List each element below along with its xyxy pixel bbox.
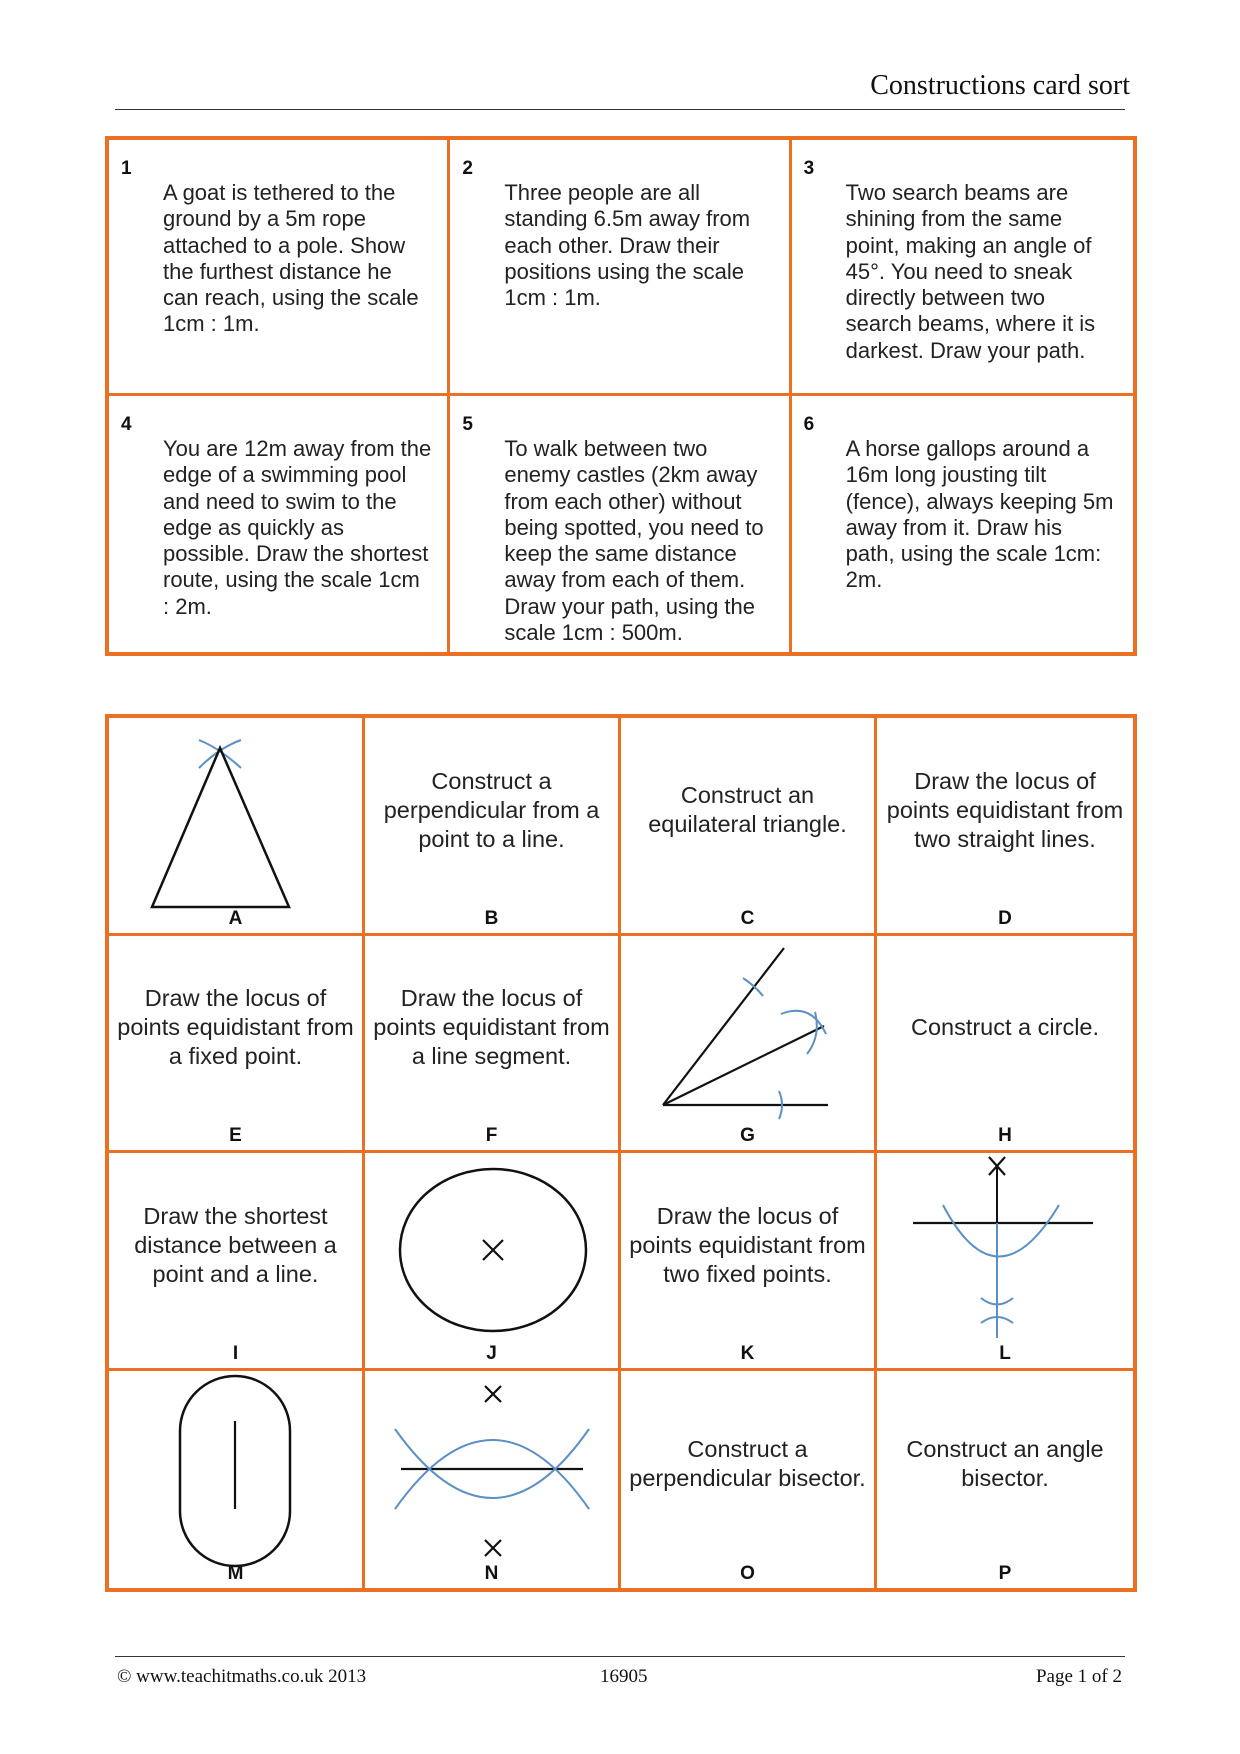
card-text: Construct a perpendicular bisector. [629,1436,866,1492]
circle-diagram [365,1153,621,1368]
bisector-line [663,1026,824,1105]
page-title: Constructions card sort [870,70,1130,101]
card-label: P [998,1563,1012,1584]
card-e[interactable] [109,936,365,1154]
card-n[interactable] [365,1371,621,1589]
card-label: E [229,1125,242,1146]
card-text: Construct a circle. [910,1014,1100,1041]
card-label: G [740,1125,755,1146]
problem-text: Three people are all standing 6.5m away from each other. Draw their positions using the scale 1cm : 1m. [504,180,751,311]
construction-cards-grid [105,714,1137,1592]
construction-arcs [199,740,241,768]
perpendicular-from-point-diagram [877,1153,1133,1368]
footer-rule [115,1656,1125,1657]
card-b[interactable] [365,718,621,936]
problem-number: 5 [462,414,473,435]
card-label: H [998,1125,1012,1146]
problem-number: 2 [462,158,473,179]
centre-cross [483,1240,503,1260]
problem-number: 1 [121,158,132,179]
problem-text: A goat is tethered to the ground by a 5m rope attached to a pole. Show the furthest distance he can reach, using the scale 1cm : 1m. [163,180,419,337]
card-text: Draw the shortest distance between a point and a line. [134,1202,337,1287]
card-d[interactable] [877,718,1133,936]
card-label: K [740,1342,755,1364]
card-text: Construct an equilateral triangle. [648,782,847,838]
footer-code: 16905 [600,1666,648,1687]
card-g[interactable] [621,936,877,1154]
triangle-shape [152,748,289,907]
card-label: N [484,1563,499,1584]
card-a[interactable] [109,718,365,936]
problem-card-6[interactable] [792,396,1133,652]
card-text: Construct a perpendicular from a point to a line. [383,767,600,852]
footer-page-number: Page 1 of 2 [1035,1666,1122,1687]
problem-number: 6 [803,414,815,435]
problem-text: A horse gallops around a 16m long jousting tilt (fence), always keeping 5m away from it. Draw his path, using the scale 1cm: 2m. [845,436,1114,593]
problem-number: 3 [803,158,815,179]
card-c[interactable] [621,718,877,936]
card-label: O [740,1563,755,1584]
card-j[interactable] [365,1153,621,1371]
card-label: J [486,1342,497,1364]
card-text: Draw the locus of points equidistant from two fixed points. [629,1202,866,1287]
stadium-locus-diagram [109,1371,365,1586]
card-label: C [740,907,755,929]
card-p[interactable] [877,1371,1133,1589]
problem-text: To walk between two enemy castles (2km away from each other) without being spotted, you need to keep the same distance away from each of them. Draw your path, using the scale 1cm : 500m. [504,436,764,646]
problem-card-5[interactable] [450,396,791,652]
problem-number: 4 [121,414,132,435]
card-i[interactable] [109,1153,365,1371]
problem-text: You are 12m away from the edge of a swimming pool and need to swim to the edge as quickly as possible. Draw the shortest route, using the scale 1cm : 2m. [163,436,432,619]
card-label: D [998,907,1012,929]
card-label: M [227,1563,244,1584]
problem-card-2[interactable] [450,140,791,396]
problem-card-1[interactable] [109,140,450,396]
card-label: I [232,1342,239,1364]
card-text: Draw the locus of points equidistant from a line segment. [373,985,610,1070]
card-h[interactable] [877,936,1133,1154]
header-rule [115,109,1125,110]
card-label: A [228,907,243,929]
point-cross [485,1540,501,1556]
card-o[interactable] [621,1371,877,1589]
card-label: L [999,1342,1011,1364]
angle-bisector-diagram [621,936,877,1151]
card-l[interactable] [877,1153,1133,1371]
card-label: F [485,1125,498,1146]
construction-arc [781,1010,826,1033]
card-text: Draw the locus of points equidistant from two straight lines. [886,767,1124,852]
footer-copyright: © www.teachitmaths.co.uk 2013 [117,1666,367,1687]
card-text: Draw the locus of points equidistant from a fixed point. [117,985,354,1070]
problem-card-3[interactable] [792,140,1133,396]
equilateral-triangle-diagram [109,718,365,933]
card-label: B [484,907,499,929]
angle-arm-upper [663,948,784,1105]
problem-text: Two search beams are shining from the same point, making an angle of 45°. You need to sneak directly between two search beams, where it is darkest. Draw your path. [845,180,1096,363]
card-k[interactable] [621,1153,877,1371]
construction-arc [943,1205,1059,1257]
point-cross [485,1386,501,1402]
card-f[interactable] [365,936,621,1154]
perpendicular-bisector-diagram [365,1371,621,1586]
card-text: Construct an angle bisector. [906,1436,1104,1492]
problem-cards-grid [105,136,1137,656]
problem-card-4[interactable] [109,396,450,652]
card-m[interactable] [109,1371,365,1589]
